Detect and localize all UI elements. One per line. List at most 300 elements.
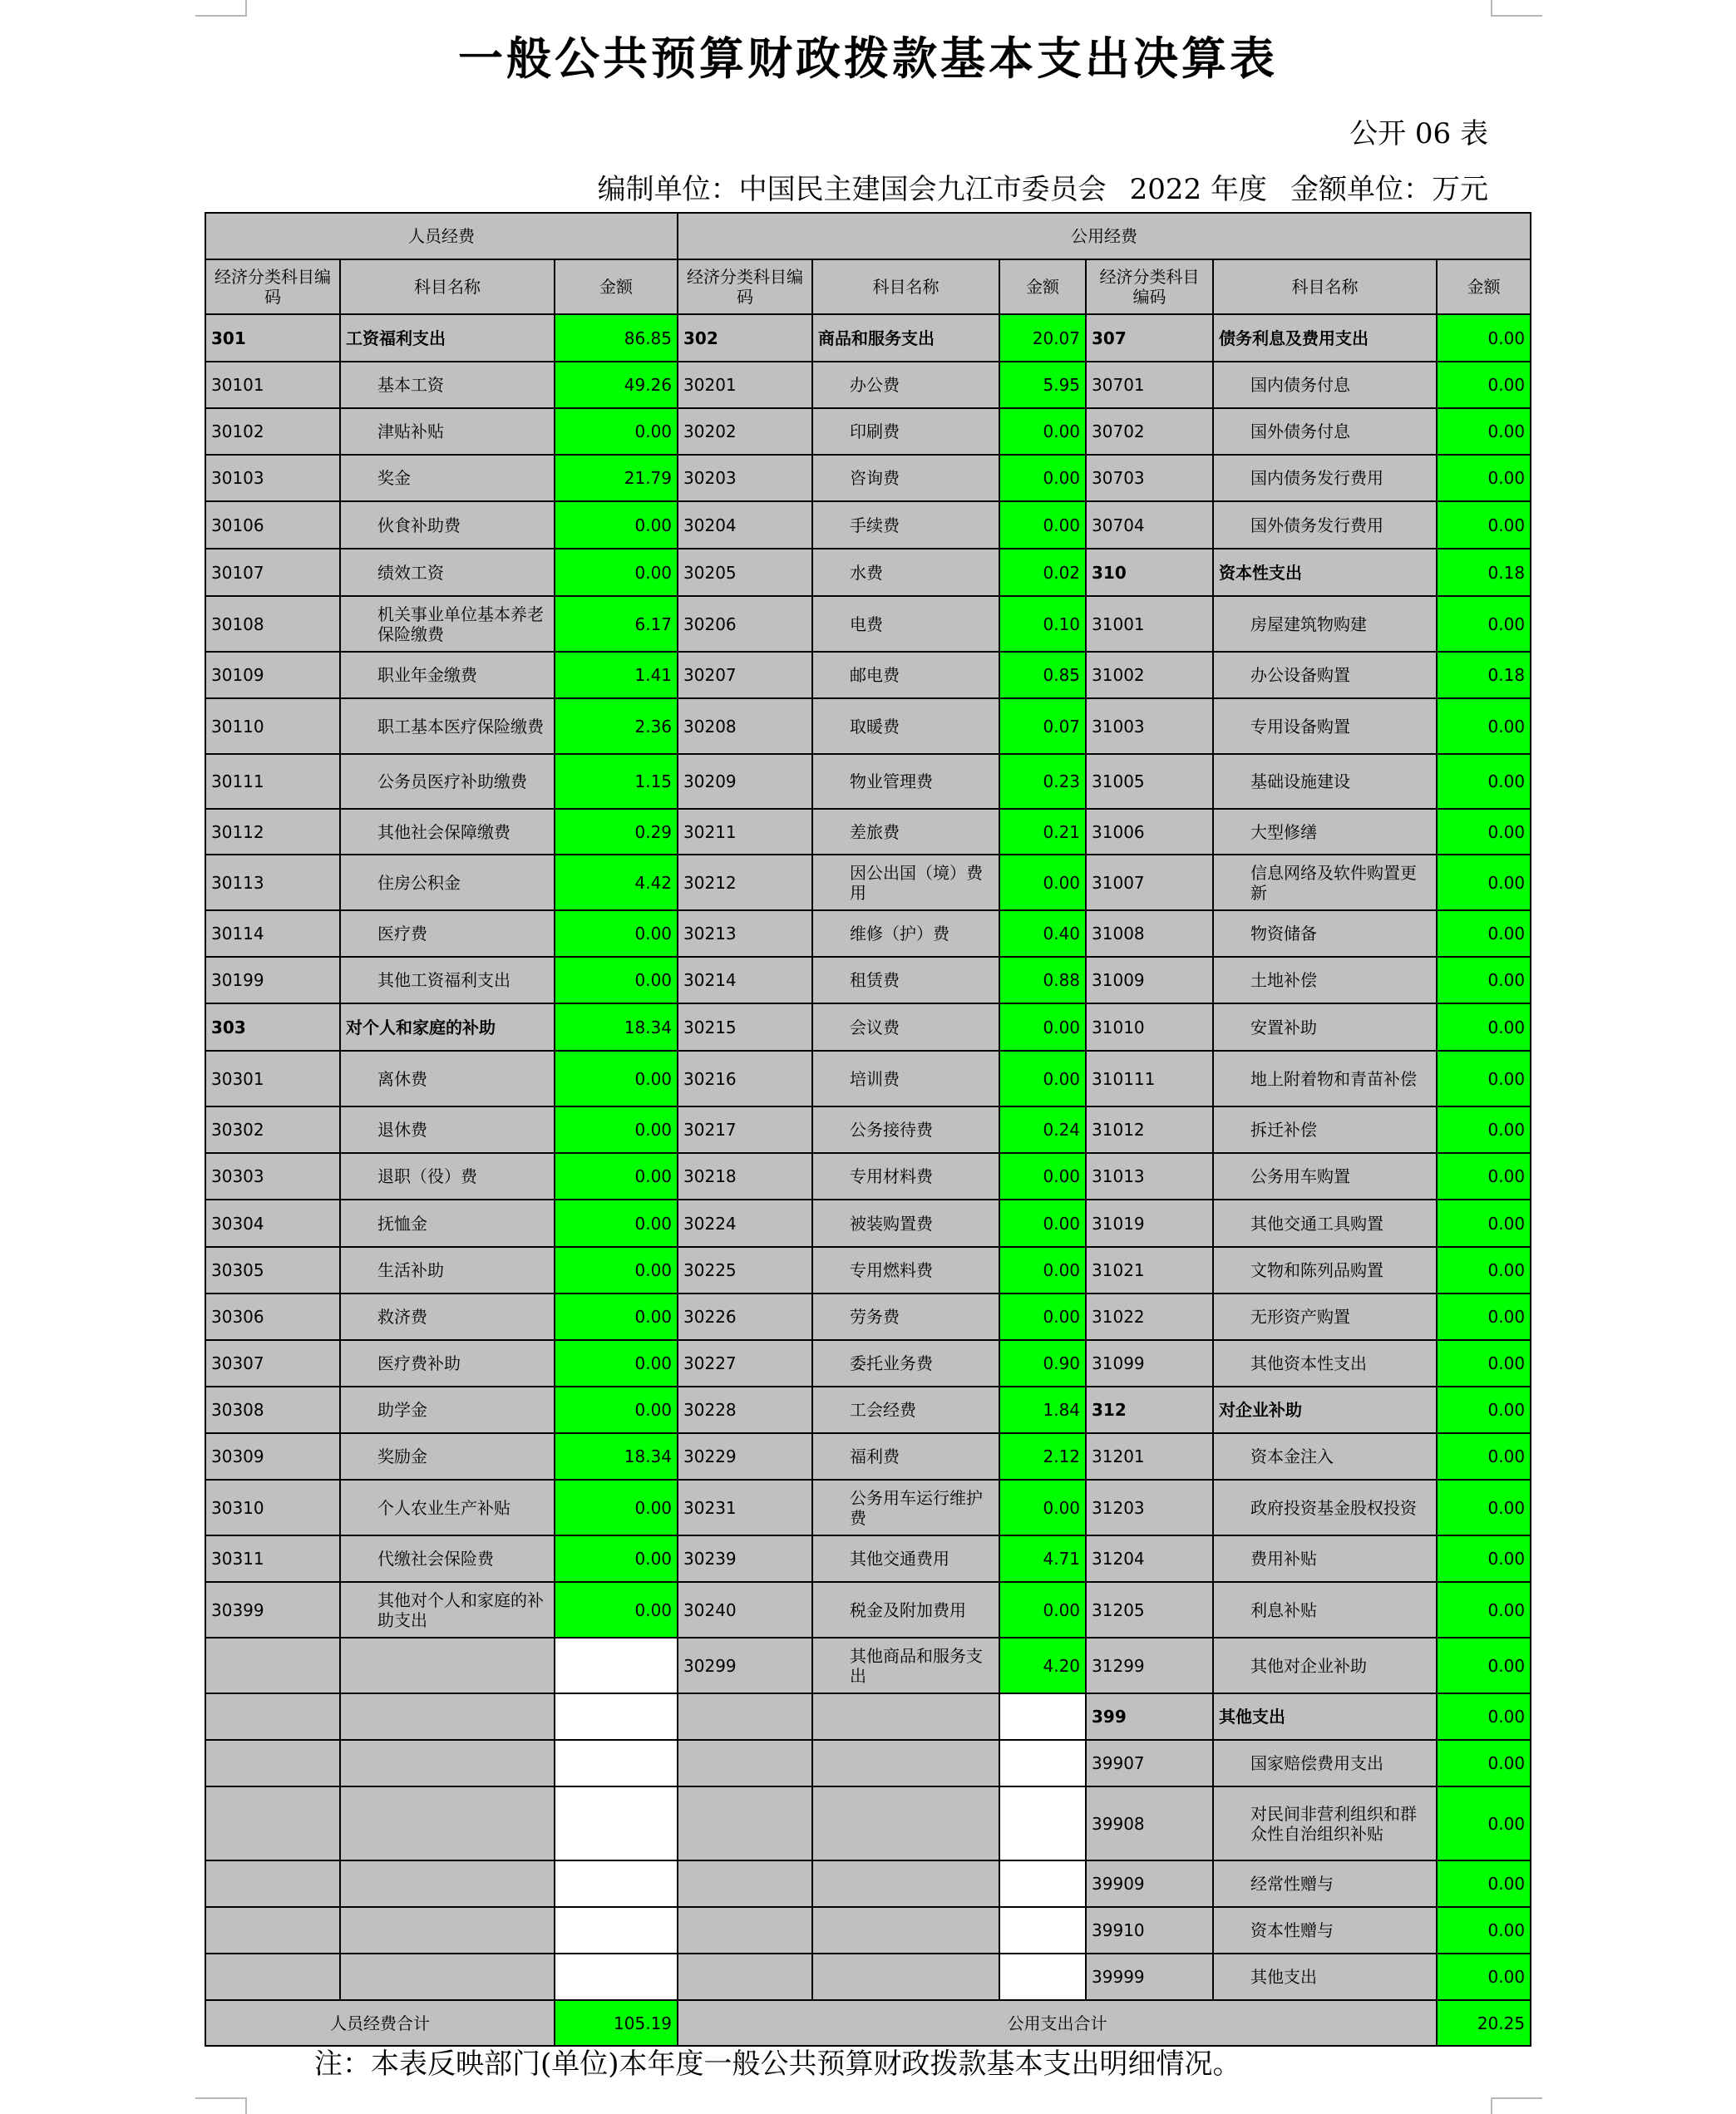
name-cell: 差旅费 <box>812 809 999 855</box>
code-cell <box>678 1860 812 1907</box>
code-cell: 30226 <box>678 1294 812 1340</box>
name-cell: 国家赔偿费用支出 <box>1213 1740 1437 1786</box>
amount-unit: 金额单位：万元 <box>1290 173 1488 206</box>
code-cell: 31205 <box>1086 1582 1213 1638</box>
code-cell: 302 <box>678 314 812 362</box>
amount-cell: 0.00 <box>555 910 678 957</box>
table-row <box>205 1480 1531 1535</box>
amount-cell: 0.00 <box>1437 1433 1531 1480</box>
name-cell: 其他对企业补助 <box>1213 1638 1437 1693</box>
name-cell: 住房公积金 <box>340 855 555 910</box>
code-cell: 30107 <box>205 549 340 596</box>
amount-cell: 0.00 <box>1437 455 1531 501</box>
code-cell: 312 <box>1086 1387 1213 1433</box>
amount-cell: 0.00 <box>1437 501 1531 549</box>
name-cell: 取暖费 <box>812 698 999 754</box>
code-cell: 30212 <box>678 855 812 910</box>
amount-cell: 0.40 <box>999 910 1086 957</box>
code-cell <box>678 1740 812 1786</box>
form-number: 公开 06 表 <box>1349 117 1488 150</box>
name-cell: 办公费 <box>812 362 999 408</box>
amount-cell: 0.00 <box>555 1294 678 1340</box>
name-cell: 房屋建筑物购建 <box>1213 596 1437 652</box>
amount-cell <box>999 1786 1086 1860</box>
code-cell: 30307 <box>205 1340 340 1387</box>
code-cell: 31203 <box>1086 1480 1213 1535</box>
code-cell: 30227 <box>678 1340 812 1387</box>
amount-cell: 0.00 <box>1437 1106 1531 1153</box>
code-cell: 30218 <box>678 1153 812 1200</box>
name-cell: 公务员医疗补助缴费 <box>340 754 555 809</box>
amount-cell: 49.26 <box>555 362 678 408</box>
name-cell: 国内债务付息 <box>1213 362 1437 408</box>
budget-table <box>205 212 1531 2047</box>
name-cell: 伙食补助费 <box>340 501 555 549</box>
amount-cell: 0.24 <box>999 1106 1086 1153</box>
code-cell: 30214 <box>678 957 812 1003</box>
amount-cell: 5.95 <box>999 362 1086 408</box>
amount-cell <box>555 1638 678 1693</box>
total-personnel-value: 105.19 <box>555 2000 678 2046</box>
name-cell: 国内债务发行费用 <box>1213 455 1437 501</box>
table-row <box>205 1954 1531 2000</box>
code-cell: 30206 <box>678 596 812 652</box>
amount-cell: 0.00 <box>1437 1200 1531 1247</box>
name-cell: 基本工资 <box>340 362 555 408</box>
name-cell: 其他交通费用 <box>812 1535 999 1582</box>
code-cell: 30231 <box>678 1480 812 1535</box>
name-cell: 水费 <box>812 549 999 596</box>
amount-cell: 0.00 <box>999 501 1086 549</box>
name-cell: 地上附着物和青苗补偿 <box>1213 1051 1437 1106</box>
code-cell: 30205 <box>678 549 812 596</box>
amount-cell <box>999 1860 1086 1907</box>
amount-cell <box>999 1740 1086 1786</box>
table-row <box>205 596 1531 652</box>
page-title: 一般公共预算财政拨款基本支出决算表 <box>458 32 1278 85</box>
code-cell: 31008 <box>1086 910 1213 957</box>
table-row <box>205 1433 1531 1480</box>
name-cell: 因公出国（境）费用 <box>812 855 999 910</box>
amount-cell: 0.00 <box>999 1480 1086 1535</box>
amount-cell: 0.00 <box>555 1153 678 1200</box>
name-cell: 资本性赠与 <box>1213 1907 1437 1954</box>
name-cell: 国外债务发行费用 <box>1213 501 1437 549</box>
code-cell: 30216 <box>678 1051 812 1106</box>
name-cell: 专用材料费 <box>812 1153 999 1200</box>
amount-cell: 86.85 <box>555 314 678 362</box>
table-row <box>205 1860 1531 1907</box>
code-cell: 30701 <box>1086 362 1213 408</box>
amount-cell: 0.00 <box>1437 1294 1531 1340</box>
group-header-row <box>205 213 1531 259</box>
name-cell: 工资福利支出 <box>340 314 555 362</box>
code-cell: 30208 <box>678 698 812 754</box>
table-row <box>205 1638 1531 1693</box>
amount-cell: 0.00 <box>1437 1907 1531 1954</box>
code-cell: 31022 <box>1086 1294 1213 1340</box>
code-cell <box>205 1860 340 1907</box>
amount-cell: 0.00 <box>1437 1582 1531 1638</box>
amount-cell: 0.00 <box>1437 1860 1531 1907</box>
code-cell: 301 <box>205 314 340 362</box>
amount-cell: 0.00 <box>1437 1051 1531 1106</box>
code-cell: 31005 <box>1086 754 1213 809</box>
code-cell: 30215 <box>678 1003 812 1051</box>
amount-cell: 6.17 <box>555 596 678 652</box>
amount-cell: 18.34 <box>555 1003 678 1051</box>
amount-cell: 0.00 <box>555 1480 678 1535</box>
name-cell: 文物和陈列品购置 <box>1213 1247 1437 1294</box>
code-cell: 31019 <box>1086 1200 1213 1247</box>
amount-cell <box>999 1693 1086 1740</box>
amount-cell: 0.00 <box>555 957 678 1003</box>
name-cell: 办公设备购置 <box>1213 652 1437 698</box>
name-cell <box>340 1638 555 1693</box>
code-cell: 30202 <box>678 408 812 455</box>
name-cell: 其他社会保障缴费 <box>340 809 555 855</box>
name-cell: 其他对个人和家庭的补助支出 <box>340 1582 555 1638</box>
table-body <box>205 314 1531 2000</box>
code-cell: 30204 <box>678 501 812 549</box>
name-cell <box>340 1860 555 1907</box>
amount-cell: 0.00 <box>1437 408 1531 455</box>
name-cell: 离休费 <box>340 1051 555 1106</box>
code-cell: 39910 <box>1086 1907 1213 1954</box>
amount-cell: 0.00 <box>1437 957 1531 1003</box>
code-cell: 30304 <box>205 1200 340 1247</box>
code-cell: 30299 <box>678 1638 812 1693</box>
name-cell <box>812 1954 999 2000</box>
col-header-amount: 金额 <box>555 259 678 314</box>
amount-cell: 1.84 <box>999 1387 1086 1433</box>
name-cell: 其他支出 <box>1213 1954 1437 2000</box>
amount-cell: 0.00 <box>999 1153 1086 1200</box>
table-row <box>205 754 1531 809</box>
amount-cell: 0.00 <box>999 1051 1086 1106</box>
table-row <box>205 1786 1531 1860</box>
name-cell: 邮电费 <box>812 652 999 698</box>
amount-cell: 4.71 <box>999 1535 1086 1582</box>
name-cell: 公务用车购置 <box>1213 1153 1437 1200</box>
amount-cell: 0.00 <box>1437 1638 1531 1693</box>
name-cell: 津贴补贴 <box>340 408 555 455</box>
total-row <box>205 2000 1531 2046</box>
amount-cell: 0.00 <box>555 408 678 455</box>
name-cell: 资本性支出 <box>1213 549 1437 596</box>
code-cell <box>678 1786 812 1860</box>
page-corner-mark <box>1491 0 1542 17</box>
code-cell: 30106 <box>205 501 340 549</box>
code-cell: 30228 <box>678 1387 812 1433</box>
code-cell: 30305 <box>205 1247 340 1294</box>
amount-cell: 1.15 <box>555 754 678 809</box>
page-corner-mark <box>195 2097 247 2114</box>
name-cell: 委托业务费 <box>812 1340 999 1387</box>
amount-cell <box>555 1740 678 1786</box>
amount-cell: 0.00 <box>555 1106 678 1153</box>
table-row <box>205 1693 1531 1740</box>
code-cell: 30112 <box>205 809 340 855</box>
name-cell <box>340 1954 555 2000</box>
code-cell: 30399 <box>205 1582 340 1638</box>
amount-cell: 0.07 <box>999 698 1086 754</box>
amount-cell: 0.00 <box>1437 809 1531 855</box>
col-header-name: 科目名称 <box>340 259 555 314</box>
col-header-code: 经济分类科目编码 <box>678 259 812 314</box>
code-cell: 31021 <box>1086 1247 1213 1294</box>
code-cell: 31012 <box>1086 1106 1213 1153</box>
name-cell: 其他资本性支出 <box>1213 1340 1437 1387</box>
amount-cell: 0.00 <box>1437 1340 1531 1387</box>
table-row <box>205 1153 1531 1200</box>
col-header-code: 经济分类科目编码 <box>1086 259 1213 314</box>
code-cell: 30703 <box>1086 455 1213 501</box>
name-cell: 对个人和家庭的补助 <box>340 1003 555 1051</box>
code-cell: 30217 <box>678 1106 812 1153</box>
table-row <box>205 1740 1531 1786</box>
name-cell: 退职（役）费 <box>340 1153 555 1200</box>
code-cell: 30203 <box>678 455 812 501</box>
code-cell: 30207 <box>678 652 812 698</box>
table-row <box>205 1340 1531 1387</box>
code-cell: 30102 <box>205 408 340 455</box>
name-cell: 电费 <box>812 596 999 652</box>
name-cell <box>812 1740 999 1786</box>
name-cell: 奖金 <box>340 455 555 501</box>
amount-cell: 0.00 <box>555 549 678 596</box>
amount-cell: 0.00 <box>1437 1387 1531 1433</box>
amount-cell: 0.29 <box>555 809 678 855</box>
amount-cell: 2.12 <box>999 1433 1086 1480</box>
code-cell: 30702 <box>1086 408 1213 455</box>
name-cell: 债务利息及费用支出 <box>1213 314 1437 362</box>
name-cell: 公务用车运行维护费 <box>812 1480 999 1535</box>
table-row <box>205 362 1531 408</box>
name-cell <box>812 1860 999 1907</box>
amount-cell: 0.00 <box>1437 910 1531 957</box>
code-cell: 399 <box>1086 1693 1213 1740</box>
name-cell <box>340 1786 555 1860</box>
name-cell: 助学金 <box>340 1387 555 1433</box>
name-cell: 利息补贴 <box>1213 1582 1437 1638</box>
code-cell: 30225 <box>678 1247 812 1294</box>
code-cell: 30213 <box>678 910 812 957</box>
amount-cell: 0.00 <box>1437 362 1531 408</box>
name-cell: 救济费 <box>340 1294 555 1340</box>
amount-cell <box>555 1954 678 2000</box>
code-cell: 30201 <box>678 362 812 408</box>
col-header-code: 经济分类科目编码 <box>205 259 340 314</box>
code-cell <box>205 1740 340 1786</box>
name-cell <box>812 1907 999 1954</box>
amount-cell: 21.79 <box>555 455 678 501</box>
amount-cell: 20.07 <box>999 314 1086 362</box>
amount-cell: 18.34 <box>555 1433 678 1480</box>
code-cell: 30303 <box>205 1153 340 1200</box>
name-cell: 退休费 <box>340 1106 555 1153</box>
table-row <box>205 501 1531 549</box>
amount-cell: 0.90 <box>999 1340 1086 1387</box>
amount-cell: 0.00 <box>1437 698 1531 754</box>
fiscal-year: 2022 年度 <box>1129 173 1267 206</box>
code-cell: 39907 <box>1086 1740 1213 1786</box>
name-cell: 培训费 <box>812 1051 999 1106</box>
name-cell: 维修（护）费 <box>812 910 999 957</box>
amount-cell: 0.02 <box>999 549 1086 596</box>
total-public-value: 20.25 <box>1437 2000 1531 2046</box>
table-row <box>205 1247 1531 1294</box>
amount-cell <box>555 1907 678 1954</box>
name-cell: 国外债务付息 <box>1213 408 1437 455</box>
code-cell: 30224 <box>678 1200 812 1247</box>
table-row <box>205 1200 1531 1247</box>
amount-cell: 0.00 <box>555 1340 678 1387</box>
name-cell: 印刷费 <box>812 408 999 455</box>
amount-cell: 4.42 <box>555 855 678 910</box>
code-cell: 303 <box>205 1003 340 1051</box>
code-cell: 39999 <box>1086 1954 1213 2000</box>
code-cell: 30310 <box>205 1480 340 1535</box>
amount-cell: 0.00 <box>1437 1153 1531 1200</box>
code-cell: 30301 <box>205 1051 340 1106</box>
amount-cell: 0.00 <box>1437 1535 1531 1582</box>
amount-cell: 2.36 <box>555 698 678 754</box>
table-row <box>205 809 1531 855</box>
table-row <box>205 455 1531 501</box>
code-cell <box>205 1954 340 2000</box>
amount-cell: 0.00 <box>999 1003 1086 1051</box>
code-cell: 30199 <box>205 957 340 1003</box>
amount-cell: 0.00 <box>999 1582 1086 1638</box>
amount-cell: 0.00 <box>555 1247 678 1294</box>
amount-cell: 0.00 <box>1437 855 1531 910</box>
amount-cell: 0.00 <box>999 408 1086 455</box>
amount-cell: 0.88 <box>999 957 1086 1003</box>
code-cell <box>678 1907 812 1954</box>
name-cell: 经常性赠与 <box>1213 1860 1437 1907</box>
name-cell: 手续费 <box>812 501 999 549</box>
name-cell: 政府投资基金股权投资 <box>1213 1480 1437 1535</box>
code-cell <box>678 1954 812 2000</box>
amount-cell: 0.00 <box>1437 1693 1531 1740</box>
amount-cell: 0.10 <box>999 596 1086 652</box>
name-cell: 安置补助 <box>1213 1003 1437 1051</box>
code-cell: 31001 <box>1086 596 1213 652</box>
name-cell: 医疗费补助 <box>340 1340 555 1387</box>
name-cell: 对民间非营利组织和群众性自治组织补贴 <box>1213 1786 1437 1860</box>
name-cell: 被装购置费 <box>812 1200 999 1247</box>
code-cell: 310 <box>1086 549 1213 596</box>
name-cell: 职业年金缴费 <box>340 652 555 698</box>
amount-cell: 0.18 <box>1437 652 1531 698</box>
name-cell: 基础设施建设 <box>1213 754 1437 809</box>
name-cell: 大型修缮 <box>1213 809 1437 855</box>
amount-cell: 4.20 <box>999 1638 1086 1693</box>
name-cell: 抚恤金 <box>340 1200 555 1247</box>
col-header-name: 科目名称 <box>812 259 999 314</box>
col-header-amount: 金额 <box>1437 259 1531 314</box>
code-cell: 30114 <box>205 910 340 957</box>
code-cell: 31003 <box>1086 698 1213 754</box>
name-cell: 商品和服务支出 <box>812 314 999 362</box>
code-cell: 30309 <box>205 1433 340 1480</box>
amount-cell: 0.18 <box>1437 549 1531 596</box>
code-cell: 30302 <box>205 1106 340 1153</box>
amount-cell: 0.21 <box>999 809 1086 855</box>
column-header-row <box>205 259 1531 314</box>
code-cell: 30240 <box>678 1582 812 1638</box>
name-cell: 物资储备 <box>1213 910 1437 957</box>
org-unit: 编制单位：中国民主建国会九江市委员会 <box>597 173 1107 206</box>
name-cell: 无形资产购置 <box>1213 1294 1437 1340</box>
amount-cell: 0.00 <box>1437 754 1531 809</box>
amount-cell: 0.00 <box>555 501 678 549</box>
code-cell: 31002 <box>1086 652 1213 698</box>
amount-cell: 0.00 <box>555 1582 678 1638</box>
name-cell: 其他工资福利支出 <box>340 957 555 1003</box>
amount-cell: 0.00 <box>555 1535 678 1582</box>
code-cell: 31299 <box>1086 1638 1213 1693</box>
code-cell <box>678 1693 812 1740</box>
amount-cell: 0.00 <box>1437 1786 1531 1860</box>
name-cell: 专用燃料费 <box>812 1247 999 1294</box>
name-cell: 绩效工资 <box>340 549 555 596</box>
code-cell: 307 <box>1086 314 1213 362</box>
table-row <box>205 1387 1531 1433</box>
code-cell: 30103 <box>205 455 340 501</box>
code-cell: 30101 <box>205 362 340 408</box>
name-cell: 土地补偿 <box>1213 957 1437 1003</box>
col-header-amount: 金额 <box>999 259 1086 314</box>
amount-cell: 0.23 <box>999 754 1086 809</box>
name-cell: 代缴社会保险费 <box>340 1535 555 1582</box>
code-cell: 30306 <box>205 1294 340 1340</box>
code-cell: 39908 <box>1086 1786 1213 1860</box>
amount-cell: 0.00 <box>1437 596 1531 652</box>
name-cell: 其他交通工具购置 <box>1213 1200 1437 1247</box>
code-cell: 39909 <box>1086 1860 1213 1907</box>
amount-cell: 0.85 <box>999 652 1086 698</box>
code-cell <box>205 1693 340 1740</box>
name-cell <box>812 1786 999 1860</box>
name-cell: 会议费 <box>812 1003 999 1051</box>
amount-cell: 0.00 <box>555 1051 678 1106</box>
name-cell: 生活补助 <box>340 1247 555 1294</box>
amount-cell: 0.00 <box>1437 1247 1531 1294</box>
amount-cell: 0.00 <box>999 455 1086 501</box>
code-cell: 30229 <box>678 1433 812 1480</box>
total-public-label: 公用支出合计 <box>678 2000 1437 2046</box>
code-cell <box>205 1638 340 1693</box>
name-cell <box>812 1693 999 1740</box>
amount-cell: 0.00 <box>999 855 1086 910</box>
code-cell: 30704 <box>1086 501 1213 549</box>
table-row <box>205 1051 1531 1106</box>
code-cell: 30113 <box>205 855 340 910</box>
table-row <box>205 408 1531 455</box>
amount-cell <box>555 1786 678 1860</box>
name-cell: 劳务费 <box>812 1294 999 1340</box>
name-cell: 奖励金 <box>340 1433 555 1480</box>
name-cell: 物业管理费 <box>812 754 999 809</box>
amount-cell: 0.00 <box>1437 1954 1531 2000</box>
table-row <box>205 910 1531 957</box>
name-cell <box>340 1907 555 1954</box>
page-corner-mark <box>1491 2097 1542 2114</box>
name-cell: 对企业补助 <box>1213 1387 1437 1433</box>
code-cell: 31099 <box>1086 1340 1213 1387</box>
